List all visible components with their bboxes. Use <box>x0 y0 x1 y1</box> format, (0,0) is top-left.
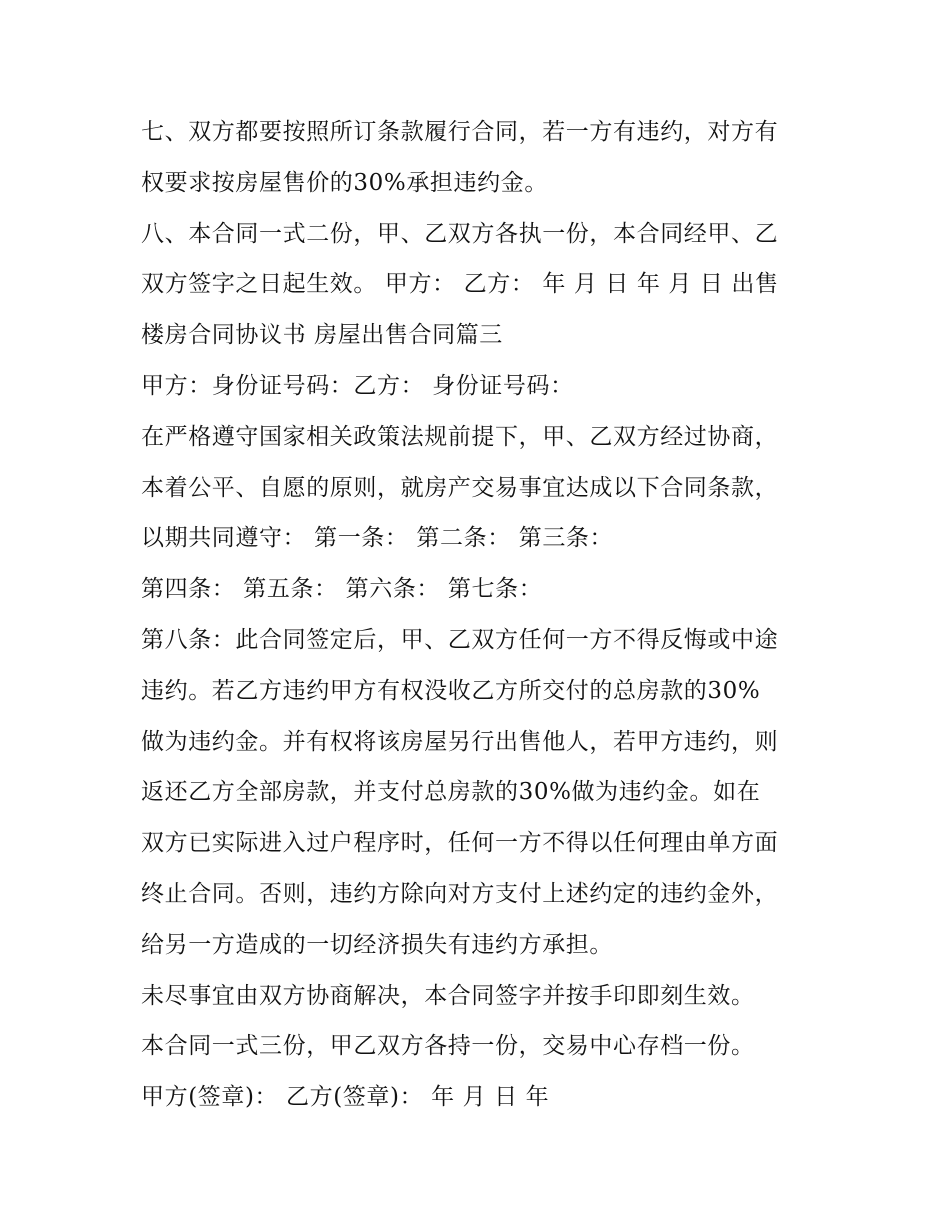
text-line: 第四条： 第五条： 第六条： 第七条： <box>141 576 543 603</box>
text-line: 八、本合同一式二份，甲、乙双方各执一份，本合同经甲、乙 <box>141 220 779 247</box>
text-line: 本着公平、自愿的原则，就房产交易事宜达成以下合同条款， <box>141 474 779 501</box>
text-line: 以期共同遵守： 第一条： 第二条： 第三条： <box>141 525 614 552</box>
text-line: 双方已实际进入过户程序时，任何一方不得以任何理由单方面 <box>141 830 779 857</box>
text-line: 给另一方造成的一切经济损失有违约方承担。 <box>141 931 613 958</box>
text-line: 权要求按房屋售价的30%承担违约金。 <box>141 169 548 196</box>
text-line: 甲方(签章)： 乙方(签章)： 年 月 日 年 <box>141 1084 550 1111</box>
text-line: 甲方：身份证号码：乙方： 身份证号码： <box>141 372 574 399</box>
text-line: 做为违约金。并有权将该房屋另行出售他人，若甲方违约，则 <box>141 728 779 755</box>
text-line: 双方签字之日起生效。 甲方： 乙方： 年 月 日 年 月 日 出售 <box>141 271 779 298</box>
text-line: 七、双方都要按照所订条款履行合同，若一方有违约，对方有 <box>141 119 779 145</box>
text-line: 第八条：此合同签定后，甲、乙双方任何一方不得反悔或中途 <box>141 626 779 653</box>
text-line: 楼房合同协议书 房屋出售合同篇三 <box>141 322 503 349</box>
text-line: 在严格遵守国家相关政策法规前提下，甲、乙双方经过协商， <box>141 423 779 450</box>
text-line: 终止合同。否则，违约方除向对方支付上述约定的违约金外， <box>141 880 779 907</box>
text-line: 本合同一式三份，甲乙双方各持一份，交易中心存档一份。 <box>141 1033 755 1060</box>
text-line: 返还乙方全部房款，并支付总房款的30%做为违约金。如在 <box>141 779 761 806</box>
text-line: 违约。若乙方违约甲方有权没收乙方所交付的总房款的30% <box>141 677 761 704</box>
contract-text <box>141 107 821 1123</box>
text-line: 未尽事宜由双方协商解决，本合同签字并按手印即刻生效。 <box>141 982 755 1009</box>
